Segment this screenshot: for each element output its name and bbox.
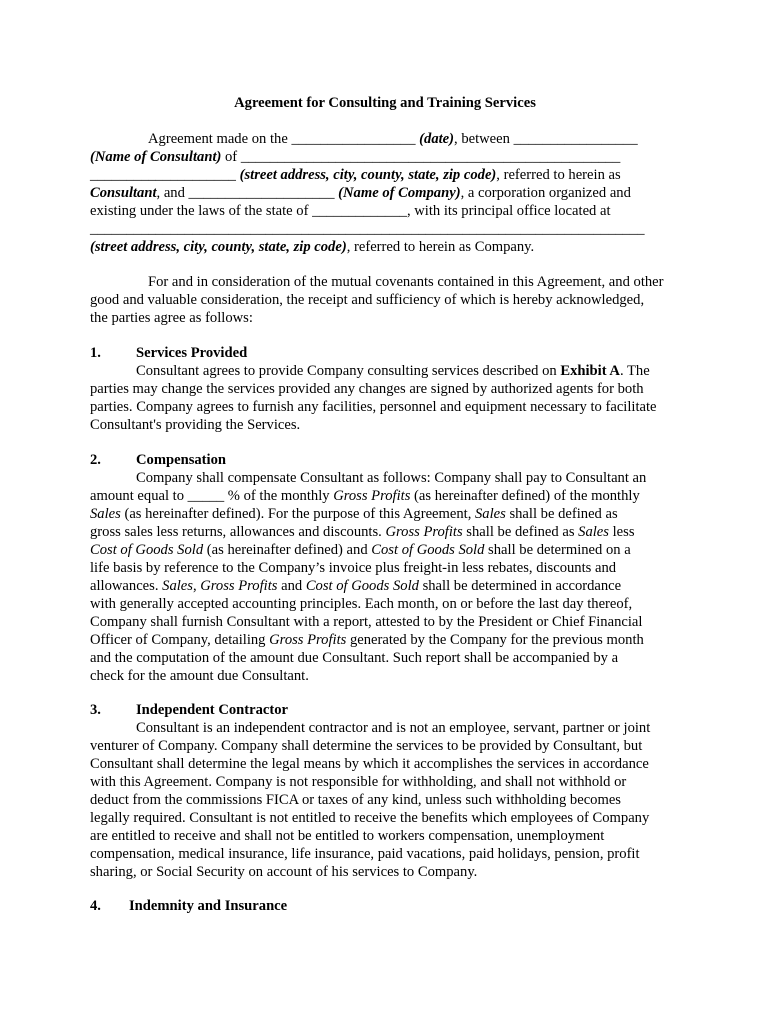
company-name-label: (Name of Company) (338, 185, 461, 201)
section-number: 3. (90, 702, 101, 718)
company-address-label: (street address, city, county, state, zip code) (90, 239, 347, 255)
section-body: Consultant is an independent contractor and is not an employee, servant, partner or joint venturer of Company. Company shall determine the services to be provided by Consultant, but Consultant shall determine the legal means by which it accomplishes the services in accordance with this Agreement. Company is not responsible for withholding, and shall not withhold or deduct from the commissions FICA or taxes of any kind, unless such withholding becomes legally required. Consultant is not entitled to receive the benefits which employees of Company are entitled to receive and shall not be entitled to workers compensation, unemployment compensation, medical insurance, life insurance, paid vacations, paid holidays, pension, profit sharing, or Social Security on account of his services to Company. (90, 720, 651, 880)
section-title: Independent Contractor (136, 702, 289, 718)
intro-line-3: ____________________ (street address, city, county, state, zip code), referred to herein as (90, 167, 621, 183)
consideration-line: the parties agree as follows: (90, 310, 253, 326)
section-body: Consultant agrees to provide Company consulting services described on Exhibit A. The parties may change the services provided any changes are signed by authorized agents for both parties. Company agrees to furnish any facilities, personnel and equipment necessary to facilitate Consultant's providing the Services. (90, 363, 657, 433)
section-number: 1. (90, 345, 101, 361)
consideration-line: For and in consideration of the mutual covenants contained in this Agreement, and other (148, 274, 664, 290)
section-title: Compensation (136, 452, 227, 468)
section-indemnity-insurance (90, 897, 680, 915)
intro-line-5: existing under the laws of the state of _____________, with its principal office located at (90, 203, 611, 219)
section-heading (90, 451, 680, 469)
consideration-line: good and valuable consideration, the receipt and sufficiency of which is hereby acknowledged, (90, 292, 645, 308)
section-heading (90, 701, 680, 719)
section-body: Company shall compensate Consultant as follows: Company shall pay to Consultant an amount equal to _____ % of the monthly Gross Profits (as hereinafter defined) of the monthly Sales (as hereinafter defined). For the purpose of this Agreement, Sales shall be defined as gross sales less returns, allowances and discounts. Gross Profits shall be defined as Sales less Cost of Goods Sold (as hereinafter defined) and Cost of Goods Sold shall be determined on a life basis by reference to the Company’s invoice plus freight-in less rebates, discounts and allowances. Sales, Gross Profits and Cost of Goods Sold shall be determined in accordance with generally accepted accounting principles. Each month, on or before the last day thereof, Company shall furnish Consultant with a report, attested to by the President or Chief Financial Officer of Company, detailing Gross Profits generated by the Company for the previous month and the computation of the amount due Consultant. Such report shall be accompanied by a check for the amount due Consultant. (90, 470, 647, 684)
consideration-paragraph (90, 273, 680, 327)
section-compensation (90, 451, 680, 685)
date-label: (date) (419, 131, 455, 147)
section-title: Indemnity and Insurance (129, 898, 288, 914)
intro-line-2: (Name of Consultant) of ____________________________________________________ (90, 149, 621, 165)
intro-paragraph (90, 130, 680, 256)
section-services-provided (90, 344, 680, 434)
section-number: 4. (90, 898, 101, 914)
intro-line-6: ____________________________________________________________________________ (90, 221, 645, 237)
intro-line-7: (street address, city, county, state, zip code), referred to herein as Company. (90, 239, 535, 255)
section-heading (90, 344, 680, 362)
consultant-term: Consultant (90, 185, 157, 201)
exhibit-a-reference: Exhibit A (560, 363, 620, 379)
section-heading (90, 897, 680, 915)
consultant-name-label: (Name of Consultant) (90, 149, 222, 165)
section-number: 2. (90, 452, 101, 468)
consultant-address-label: (street address, city, county, state, zip code) (239, 167, 497, 183)
section-independent-contractor (90, 701, 680, 881)
intro-line-4: Consultant, and ____________________ (Name of Company), a corporation organized and (90, 185, 631, 201)
document-title: Agreement for Consulting and Training Services (234, 95, 536, 111)
section-title: Services Provided (136, 345, 248, 361)
intro-line-1: Agreement made on the _________________ (date), between _________________ (148, 131, 638, 147)
